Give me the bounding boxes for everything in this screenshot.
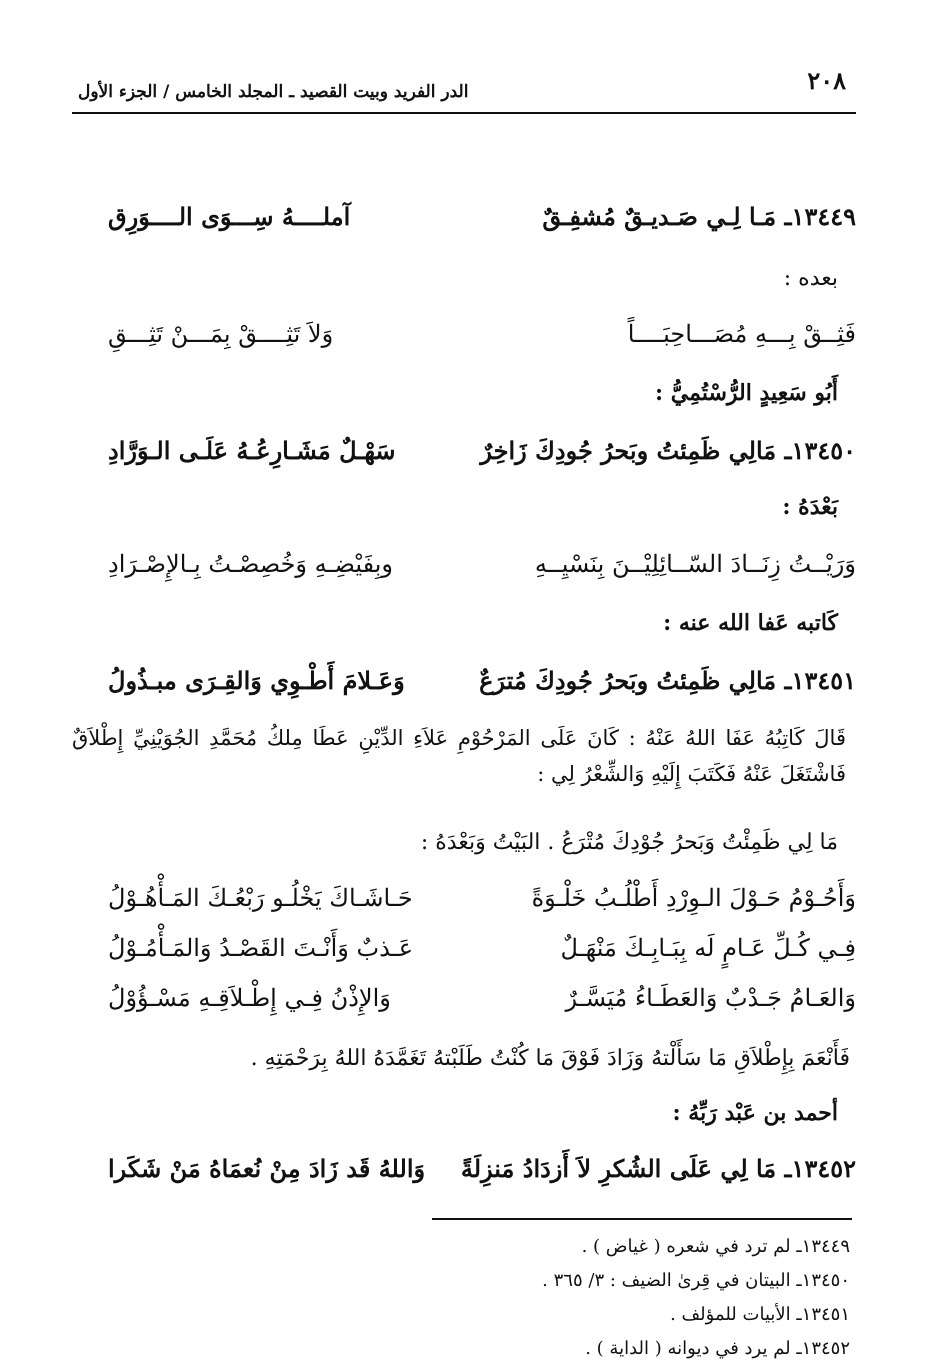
page-number: ٢٠٨ (807, 66, 846, 95)
verse-line (100, 884, 856, 924)
author-label: كَاتبه عَفا الله عنه : (663, 610, 838, 636)
footnote: ١٣٤٤٩ـ لم ترد في شعره ( غياض ) . (581, 1236, 850, 1257)
verse-13449-b (100, 320, 856, 360)
verse-13449 (100, 202, 856, 242)
verse-second-hemistich: آملــــهُ سِـــوَى الــــوَرِق (108, 202, 351, 231)
verse-second-hemistich: وَعَـلامَ أَطْـوِي وَالقِـرَى مبـذُولُ (108, 666, 405, 695)
verse-first-hemistich: ١٣٤٥٠ـ مَالِي ظَمِئتُ وبَحرُ جُودِكَ زَاخِرٌ (480, 436, 856, 465)
verse-second-hemistich: سَهْـلٌ مَشَـارِعُـهُ عَلَـى الـوَرَّادِ (108, 436, 396, 465)
prose-paragraph: قَالَ كَاتِبُهُ عَفَا اللهُ عَنْهُ : كَانَ عَلَى المَرْحُوْمِ عَلاَءِ الدِّيْنِ عَطَا مِلكُ مُحَمَّدِ الجُوَيْنِيِّ إِطْلاَقٌ فَاشْتَغَلَ عَنْهُ فَكَتَبَ إِلَيْهِ وَالشِّعْرُ لِي : (72, 726, 846, 786)
verse-13450-b (100, 550, 856, 590)
verse-first-hemistich: وَالعَـامُ جَـدْبٌ وَالعَطَـاءُ مُيَسَّـرٌ (565, 984, 856, 1012)
verse-second-hemistich: حَـاشَـاكَ يَخْلُـو رَبْعُـكَ المَـأْهُـوْلُ (108, 884, 413, 912)
verse-line (100, 934, 856, 974)
verse-first-hemistich: فَثِــقْ بِـــهِ مُصَـــاحِبَــــاً (627, 320, 856, 348)
footnote: ١٣٤٥٠ـ البيتان في قِرىٰ الضيف : ٣/ ٣٦٥ . (542, 1270, 850, 1291)
verse-first-hemistich: ١٣٤٥٢ـ مَا لِي عَلَى الشُكرِ لاَ أَزدَادُ مَنزِلَةً (460, 1154, 856, 1183)
running-head: الدر الفريد وبيت القصيد ـ المجلد الخامس / الجزء الأول (78, 82, 469, 102)
footnote: ١٣٤٥٢ـ لم يرد في ديوانه ( الداية ) . (585, 1338, 850, 1359)
verse-first-hemistich: ١٣٤٤٩ـ مَـا لِـي صَـديـقٌ مُشفِـقٌ (542, 202, 856, 231)
footnote: ١٣٤٥١ـ الأبيات للمؤلف . (670, 1304, 850, 1325)
page-header (72, 56, 856, 114)
verse-second-hemistich: وَالإِذْنُ فِـي إِطْـلاَقِـهِ مَسْـؤُوْلُ (108, 984, 391, 1012)
footnote-divider (432, 1218, 852, 1220)
verse-second-hemistich: عَـذبٌ وَأَنْـتَ القَصْـدُ وَالمَـأْمُـوْلُ (108, 934, 414, 962)
verse-line (100, 984, 856, 1024)
author-label: أَبُو سَعِيدٍ الرُّسْتُمِيُّ : (654, 380, 838, 406)
after-label: بَعْدَهُ : (782, 494, 838, 520)
quote-line: مَا لِي ظَمِئْتُ وَبَحرُ جُوْدِكَ مُتْرَعُ . البَيْتُ وَبَعْدَهُ : (420, 830, 838, 855)
verse-13451 (100, 666, 856, 706)
verse-first-hemistich: وَأَحُـوْمُ حَـوْلَ الـوِرْدِ أَطْلُـبُ خَلْـوَةً (531, 884, 856, 912)
author-label: أحمد بن عَبْد رَبِّهُ : (672, 1100, 838, 1126)
verse-second-hemistich: وَاللهُ قَد زَادَ مِنْ نُعمَاهُ مَنْ شَكَرا (108, 1154, 426, 1183)
verse-first-hemistich: فِـي كُـلِّ عَـامٍ لَه بِبَـابِـكَ مَنْهَـلٌ (560, 934, 856, 962)
book-page (72, 56, 856, 1359)
verse-13452 (100, 1154, 856, 1194)
after-label: بعده : (783, 266, 838, 291)
prose-line: فَأَنْعَمَ بِإِطْلاَقِ مَا سَأَلْتهُ وَزَادَ فَوْقَ مَا كُنْتُ طَلَبْتهُ تَغَمَّدَهُ اللهُ بِرَحْمَتِهِ . (250, 1046, 850, 1071)
verse-second-hemistich: وَلاَ تَثِــــقْ بِمَـــنْ تَثِـــقِ (108, 320, 334, 348)
verse-first-hemistich: وَرَيْــتُ زِنَــادَ السّــائِلِيْــنَ بِنَسْيِــهِ (534, 550, 856, 578)
verse-second-hemistich: وبِفَيْضِـهِ وَخُصِصْـتُ بِـالإِصْـرَادِ (108, 550, 393, 578)
verse-13450 (100, 436, 856, 476)
verse-first-hemistich: ١٣٤٥١ـ مَالِي ظَمِئتُ وبَحرُ جُودِكَ مُترَعٌ (479, 666, 856, 695)
